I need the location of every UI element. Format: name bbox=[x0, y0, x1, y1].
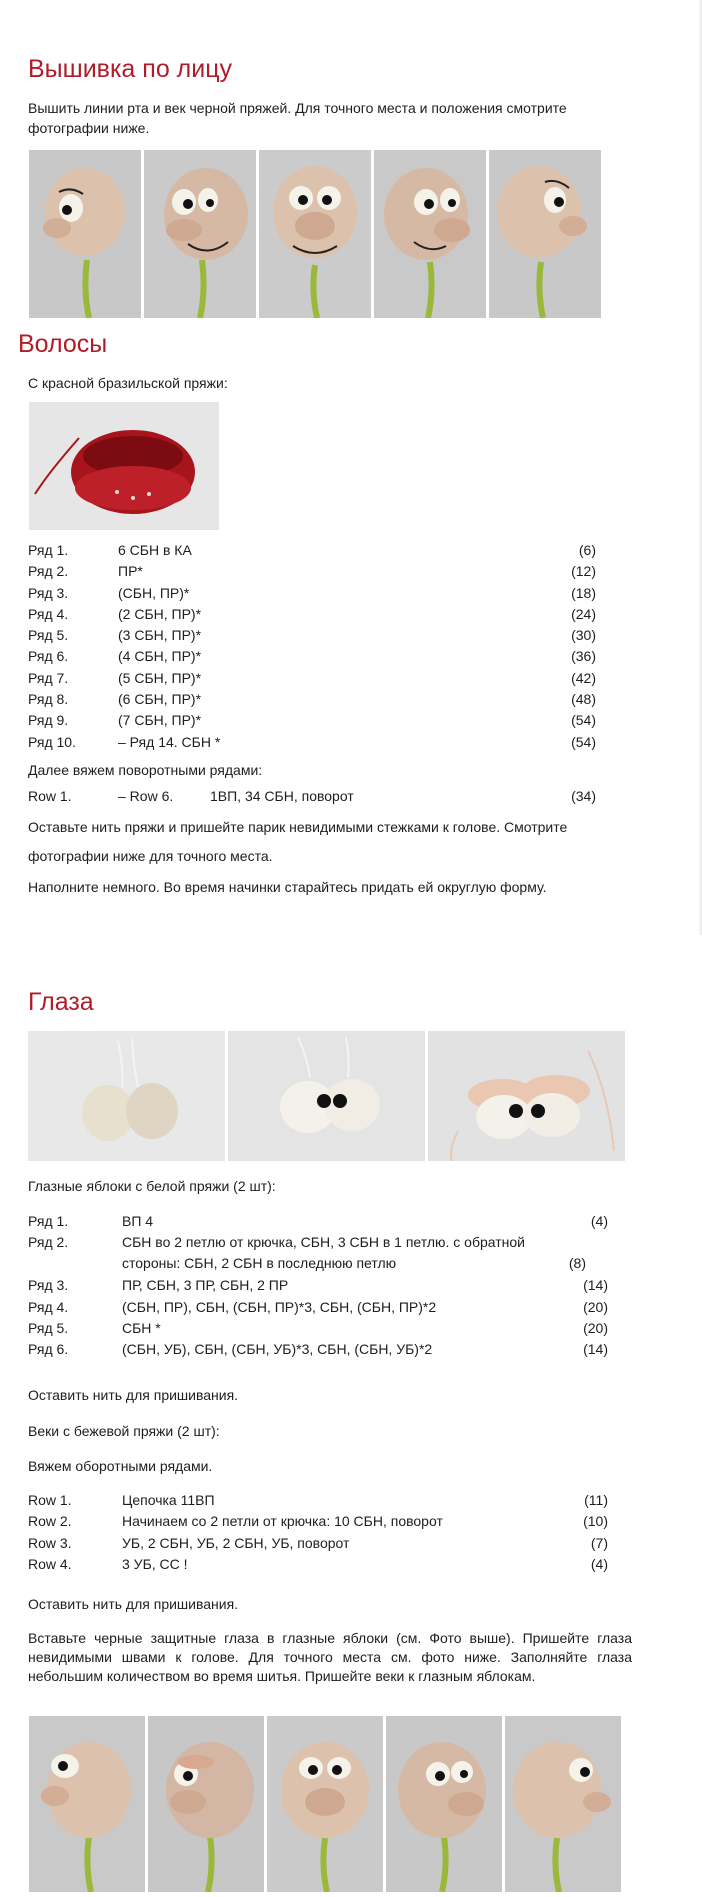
eyelid-rows-list bbox=[28, 1490, 608, 1575]
row-count: (34) bbox=[571, 788, 596, 804]
row-count: (4) bbox=[590, 1213, 608, 1229]
row-instruction: ПР, СБН, 3 ПР, СБН, 2 ПР bbox=[122, 1277, 289, 1294]
row-count: (12) bbox=[571, 563, 596, 580]
instruction-row bbox=[28, 1511, 608, 1532]
eyelids-leave-thread: Оставить нить для пришивания. bbox=[28, 1596, 239, 1612]
instruction-row bbox=[28, 732, 596, 753]
row-instruction: 1ВП, 34 СБН, поворот bbox=[210, 788, 354, 804]
instruction-row bbox=[28, 540, 596, 561]
instruction-row bbox=[28, 786, 596, 807]
hair-photo bbox=[29, 402, 219, 530]
final-photo bbox=[505, 1716, 621, 1892]
row-instruction: (4 СБН, ПР)* bbox=[118, 648, 202, 665]
row-count: (7) bbox=[590, 1534, 608, 1551]
final-photo-strip bbox=[29, 1716, 621, 1892]
row-instruction: 6 СБН в КА bbox=[118, 542, 192, 558]
instruction-row bbox=[28, 1490, 608, 1511]
instruction-row bbox=[28, 1533, 608, 1554]
face-photo-strip bbox=[29, 150, 601, 318]
row-label: Row 1. bbox=[28, 1492, 72, 1508]
instruction-row bbox=[28, 561, 596, 582]
row-count: (8) bbox=[568, 1255, 586, 1272]
eyes-rows-list bbox=[28, 1211, 608, 1360]
row-label: Ряд 10. bbox=[28, 733, 76, 750]
row-label: Ряд 5. bbox=[28, 1319, 69, 1336]
hair-text: Оставьте нить пряжи и пришейте парик невидимыми стежками к голове. Смотрите bbox=[28, 819, 568, 835]
eyes-photo-strip bbox=[28, 1031, 625, 1161]
hair-text: фотографии ниже для точного места. bbox=[28, 848, 273, 864]
instruction-row bbox=[28, 646, 596, 667]
row-count: (48) bbox=[571, 691, 596, 708]
row-count: (20) bbox=[583, 1319, 608, 1336]
row-count: (42) bbox=[571, 669, 596, 686]
row-instruction: УБ, 2 СБН, УБ, 2 СБН, УБ, поворот bbox=[122, 1534, 350, 1551]
row-label: Ряд 4. bbox=[28, 1298, 69, 1315]
row-instruction: – Ряд 14. СБН * bbox=[118, 733, 221, 750]
row-count: (18) bbox=[571, 584, 596, 601]
row-label: Row 4. bbox=[28, 1555, 72, 1572]
row-label: Ряд 1. bbox=[28, 1213, 69, 1229]
row-label: Ряд 2. bbox=[28, 563, 69, 580]
hair-turning-note: Далее вяжем поворотными рядами: bbox=[28, 762, 263, 778]
row-instruction-continued: стороны: СБН, 2 СБН в последнюю петлю bbox=[122, 1255, 397, 1272]
row-label: Row 1. bbox=[28, 788, 72, 804]
row-count: (20) bbox=[583, 1298, 608, 1315]
section-title-hair: Волосы bbox=[18, 330, 108, 358]
eyelids-intro: Веки с бежевой пряжи (2 шт): bbox=[28, 1423, 220, 1439]
row-label: Row 3. bbox=[28, 1534, 72, 1551]
instruction-row bbox=[28, 604, 596, 625]
row-label: Ряд 2. bbox=[28, 1234, 69, 1251]
row-instruction: (2 СБН, ПР)* bbox=[118, 605, 202, 622]
instruction-row bbox=[28, 1211, 608, 1232]
instruction-row bbox=[28, 1318, 608, 1339]
instruction-row bbox=[28, 689, 596, 710]
row-label: Ряд 3. bbox=[28, 1277, 69, 1294]
face-photo bbox=[374, 150, 486, 318]
row-label: Ряд 9. bbox=[28, 712, 69, 729]
instruction-row bbox=[28, 583, 596, 604]
row-instruction: (6 СБН, ПР)* bbox=[118, 691, 202, 708]
row-range: – Row 6. bbox=[118, 788, 174, 804]
eyelids-turning-note: Вяжем оборотными рядами. bbox=[28, 1458, 213, 1474]
final-photo bbox=[267, 1716, 383, 1892]
face-photo bbox=[489, 150, 601, 318]
row-count: (54) bbox=[571, 733, 596, 750]
section-title-embroidery: Вышивка по лицу bbox=[28, 55, 233, 83]
eyes-intro: Глазные яблоки с белой пряжи (2 шт): bbox=[28, 1178, 276, 1194]
instruction-row bbox=[28, 1297, 608, 1318]
row-instruction: СБН * bbox=[122, 1319, 161, 1336]
row-count: (24) bbox=[571, 605, 596, 622]
face-photo bbox=[144, 150, 256, 318]
row-label: Ряд 5. bbox=[28, 627, 69, 644]
row-instruction: СБН во 2 петлю от крючка, СБН, 3 СБН в 1 петлю. с обратной bbox=[122, 1234, 525, 1251]
row-instruction: (5 СБН, ПР)* bbox=[118, 669, 202, 686]
face-photo bbox=[29, 150, 141, 318]
row-instruction: Начинаем со 2 петли от крючка: 10 СБН, поворот bbox=[122, 1513, 443, 1530]
row-instruction: (3 СБН, ПР)* bbox=[118, 627, 202, 644]
instruction-row bbox=[28, 1339, 608, 1360]
row-count: (6) bbox=[578, 542, 596, 558]
row-label: Ряд 6. bbox=[28, 648, 69, 665]
row-instruction: Цепочка 11ВП bbox=[122, 1492, 215, 1508]
eyes-final-instructions: Вставьте черные защитные глаза в глазные яблоки (см. Фото выше). Пришейте глаза невидимыми швами к голове. Для точного места см. фото ниже. Заполняйте глаза небольшим количеством во время шитья. Пришейте веки к глазным яблокам. bbox=[28, 1630, 632, 1684]
embroidery-text: Вышить линии рта и век черной пряжей. Для точного места и положения смотрите фотографии ниже. bbox=[28, 100, 567, 136]
eyes-leave-thread: Оставить нить для пришивания. bbox=[28, 1387, 239, 1403]
row-count: (30) bbox=[571, 627, 596, 644]
face-photo bbox=[259, 150, 371, 318]
instruction-row bbox=[28, 710, 596, 731]
hair-text: Наполните немного. Во время начинки старайтесь придать ей округлую форму. bbox=[28, 879, 547, 895]
row-label: Ряд 7. bbox=[28, 669, 69, 686]
row-label: Ряд 8. bbox=[28, 691, 69, 708]
instruction-row bbox=[28, 1232, 608, 1275]
row-instruction: ПР* bbox=[118, 563, 143, 580]
row-count: (54) bbox=[571, 712, 596, 729]
instruction-row bbox=[28, 668, 596, 689]
instruction-row bbox=[28, 1275, 608, 1296]
instruction-row bbox=[28, 1554, 608, 1575]
row-count: (36) bbox=[571, 648, 596, 665]
row-instruction: (СБН, ПР), СБН, (СБН, ПР)*3, СБН, (СБН, ПР)*2 bbox=[122, 1298, 437, 1315]
eyes-photo bbox=[428, 1031, 625, 1161]
row-label: Ряд 4. bbox=[28, 605, 69, 622]
row-instruction: (7 СБН, ПР)* bbox=[118, 712, 202, 729]
final-photo bbox=[386, 1716, 502, 1892]
row-label: Row 2. bbox=[28, 1513, 72, 1530]
eyes-photo bbox=[28, 1031, 225, 1161]
hair-row-turning bbox=[28, 786, 596, 807]
row-label: Ряд 3. bbox=[28, 584, 69, 601]
row-count: (10) bbox=[583, 1513, 608, 1530]
row-count: (14) bbox=[583, 1341, 608, 1358]
eyes-photo bbox=[228, 1031, 425, 1161]
row-instruction: ВП 4 bbox=[122, 1213, 154, 1229]
row-label: Ряд 1. bbox=[28, 542, 69, 558]
page-edge-shadow bbox=[698, 0, 702, 935]
row-count: (4) bbox=[590, 1555, 608, 1572]
row-count: (14) bbox=[583, 1277, 608, 1294]
final-photo bbox=[148, 1716, 264, 1892]
hair-rows-list bbox=[28, 540, 596, 753]
hair-intro: С красной бразильской пряжи: bbox=[28, 375, 228, 391]
row-instruction: (СБН, УБ), СБН, (СБН, УБ)*3, СБН, (СБН, УБ)*2 bbox=[122, 1341, 433, 1358]
instruction-row bbox=[28, 625, 596, 646]
section-title-eyes: Глаза bbox=[28, 988, 94, 1016]
row-instruction: 3 УБ, СС ! bbox=[122, 1555, 188, 1572]
row-count: (11) bbox=[584, 1492, 608, 1508]
row-label: Ряд 6. bbox=[28, 1341, 69, 1358]
final-photo bbox=[29, 1716, 145, 1892]
row-instruction: (СБН, ПР)* bbox=[118, 584, 190, 601]
